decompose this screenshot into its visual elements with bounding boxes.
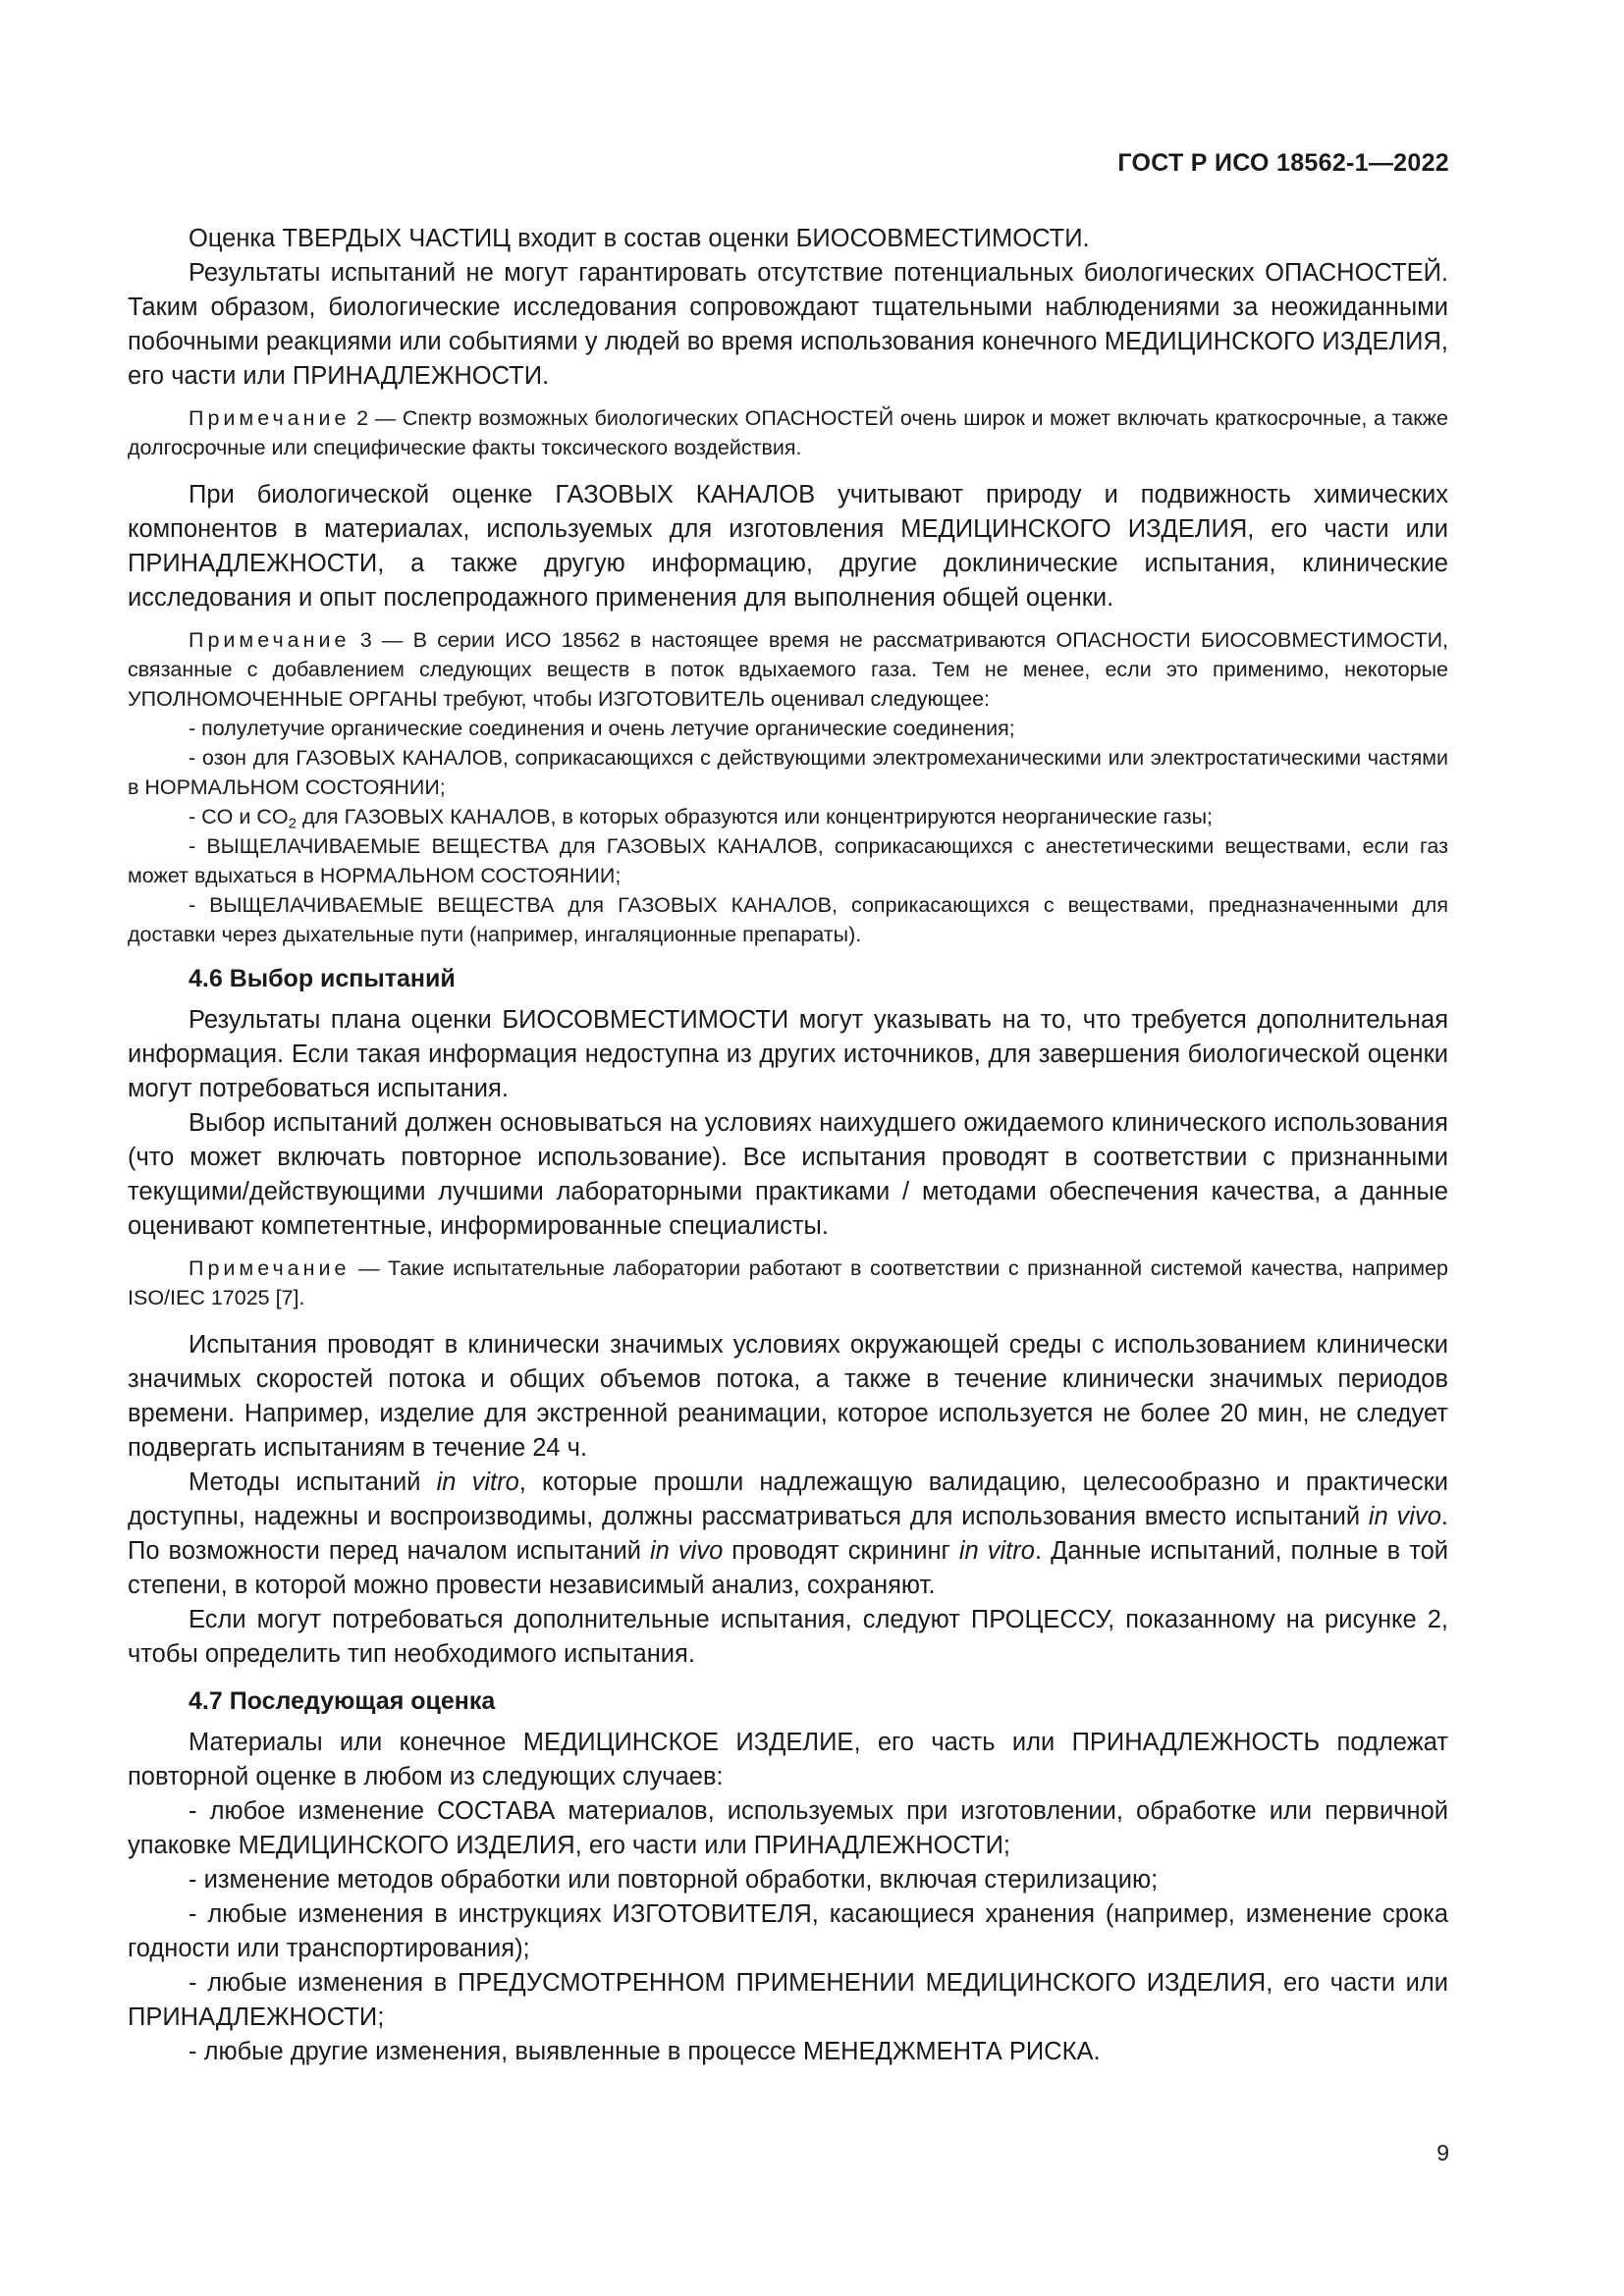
paragraph: Испытания проводят в клинически значимых условиях окружающей среды с использованием клинически значимых скоростей потока и общих объемов потока, а также в течение клинически значимых периодов времени. Например, изделие для экстренной реанимации, которое используется не более 20 мин, не следует подвергать испытаниям в течение 24 ч.	[128, 1331, 1448, 1462]
list-item: - любые изменения в инструкциях ИЗГОТОВИТЕЛЯ, касающиеся хранения (например, изменение срока годности или транспортирования);	[128, 1900, 1448, 1962]
note-label: Примечание	[189, 628, 351, 652]
section-4-6-cont	[128, 1328, 1448, 1672]
list-item: - любые изменения в ПРЕДУСМОТРЕННОМ ПРИМЕНЕНИИ МЕДИЦИНСКОГО ИЗДЕЛИЯ, его части или ПРИНАДЛЕЖНОСТИ;	[128, 1969, 1448, 2031]
note-text: 3 — В серии ИСО 18562 в настоящее время не рассматриваются ОПАСНОСТИ БИОСОВМЕСТИМОСТИ, связанные с добавлением следующих веществ в поток вдыхаемого газа. Тем не менее, если это применимо, некоторые УПОЛНОМОЧЕННЫЕ ОРГАНЫ требуют, чтобы ИЗГОТОВИТЕЛЬ оценивал следующее:	[128, 628, 1448, 711]
page-content	[128, 222, 1448, 2069]
section-heading-4-7: 4.7 Последующая оценка	[189, 1687, 496, 1715]
paragraph: При биологической оценке ГАЗОВЫХ КАНАЛОВ учитывают природу и подвижность химических компонентов в материалах, используемых для изготовления МЕДИЦИНСКОГО ИЗДЕЛИЯ, его части или ПРИНАДЛЕЖНОСТИ, а также другую информацию, другие доклинические испытания, клинические исследования и опыт послепродажного применения для выполнения общей оценки.	[128, 481, 1448, 612]
paragraph: Если могут потребоваться дополнительные испытания, следуют ПРОЦЕССУ, показанному на рисунке 2, чтобы определить тип необходимого испытания.	[128, 1606, 1448, 1668]
list-item: - изменение методов обработки или повторной обработки, включая стерилизацию;	[189, 1866, 1159, 1894]
note-text: 2 — Спектр возможных биологических ОПАСНОСТЕЙ очень широк и может включать краткосрочные, а также долгосрочные или специфические факты токсического воздействия.	[128, 406, 1448, 459]
list-item: - озон для ГАЗОВЫХ КАНАЛОВ, соприкасающихся с действующими электромеханическими или электростатическими частями в НОРМАЛЬНОМ СОСТОЯНИИ;	[128, 746, 1448, 799]
gas-channels-section	[128, 478, 1448, 615]
list-item: - CO и $CO_2$ для ГАЗОВЫХ КАНАЛОВ, в которых образуются или концентрируются неорганические газы;	[189, 805, 1213, 832]
note-2	[128, 403, 1448, 462]
paragraph: Результаты испытаний не могут гарантировать отсутствие потенциальных биологических ОПАСНОСТЕЙ. Таким образом, биологические исследования сопровождают тщательными наблюдениями за неожиданными побочными реакциями или событиями у людей во время использования конечного МЕДИЦИНСКОГО ИЗДЕЛИЯ, его части или ПРИНАДЛЕЖНОСТИ.	[128, 259, 1448, 390]
list-item: - полулетучие органические соединения и очень летучие органические соединения;	[189, 717, 1015, 740]
note-text: — Такие испытательные лаборатории работают в соответствии с признанной системой качества, например ISO/IEC 17025 [7].	[128, 1256, 1448, 1309]
note-label: Примечание	[189, 1256, 351, 1280]
list-item: - ВЫЩЕЛАЧИВАЕМЫЕ ВЕЩЕСТВА для ГАЗОВЫХ КАНАЛОВ, соприкасающихся с анестетическими веществами, если газ может вдыхаться в НОРМАЛЬНОМ СОСТОЯНИИ;	[128, 834, 1448, 887]
list-item: - любое изменение СОСТАВА материалов, используемых при изготовлении, обработке или первичной упаковке МЕДИЦИНСКОГО ИЗДЕЛИЯ, его части или ПРИНАДЛЕЖНОСТИ;	[128, 1797, 1448, 1859]
paragraph: Материалы или конечное МЕДИЦИНСКОЕ ИЗДЕЛИЕ, его часть или ПРИНАДЛЕЖНОСТЬ подлежат повторной оценке в любом из следующих случаев:	[128, 1729, 1448, 1790]
page-number: 9	[1436, 2140, 1449, 2165]
note-4-6	[128, 1254, 1448, 1312]
section-4-6	[128, 1003, 1448, 1244]
list-item: - любые другие изменения, выявленные в процессе МЕНЕДЖМЕНТА РИСКА.	[189, 2038, 1101, 2065]
note-label: Примечание	[189, 406, 351, 430]
paragraph: Методы испытаний in vitro, которые прошли надлежащую валидацию, целесообразно и практически доступны, надежны и воспроизводимы, должны рассматриваться для использования вместо испытаний in vivo. По возможности перед началом испытаний in vivo проводят скрининг in vitro. Данные испытаний, полные в той степени, в которой можно провести независимый анализ, сохраняют.	[128, 1468, 1449, 1599]
paragraph: Выбор испытаний должен основываться на условиях наихудшего ожидаемого клинического использования (что может включать повторное использование). Все испытания проводят в соответствии с признанными текущими/действующими лучшими лабораторными практиками / методами обеспечения качества, а данные оценивают компетентные, информированные специалисты.	[128, 1109, 1448, 1240]
paragraph: Результаты плана оценки БИОСОВМЕСТИМОСТИ могут указывать на то, что требуется дополнительная информация. Если такая информация недоступна из других источников, для завершения биологической оценки могут потребоваться испытания.	[128, 1006, 1448, 1102]
intro-section	[128, 222, 1448, 394]
section-heading-4-6: 4.6 Выбор испытаний	[189, 965, 456, 992]
note-3	[128, 625, 1448, 949]
section-4-7	[128, 1726, 1448, 2069]
list-item: - ВЫЩЕЛАЧИВАЕМЫЕ ВЕЩЕСТВА для ГАЗОВЫХ КАНАЛОВ, соприкасающихся с веществами, предназначенными для доставки через дыхательные пути (например, ингаляционные препараты).	[128, 893, 1448, 946]
paragraph: Оценка ТВЕРДЫХ ЧАСТИЦ входит в состав оценки БИОСОВМЕСТИМОСТИ.	[189, 225, 1090, 252]
document-header: ГОСТ Р ИСО 18562-1—2022	[1117, 149, 1449, 177]
